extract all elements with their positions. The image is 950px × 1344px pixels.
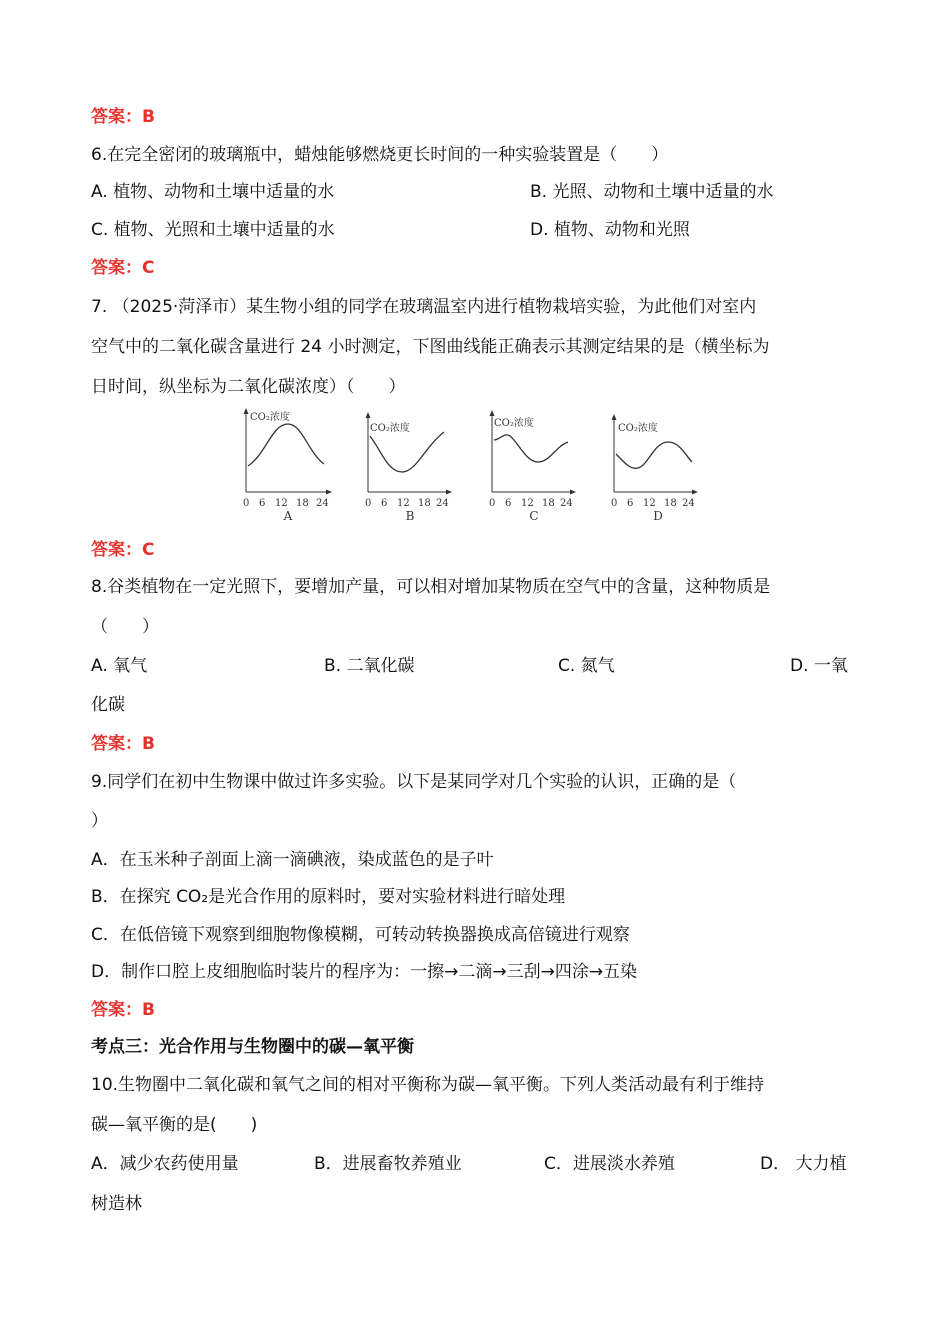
question-9-option-c: C．在低倍镜下观察到细胞物像模糊，可转动转换器换成高倍镜进行观察 <box>91 925 630 945</box>
svg-text:0: 0 <box>365 498 372 509</box>
graph-c-ylabel: CO₂浓度 <box>494 418 534 429</box>
answer-5: 答案：B <box>91 107 155 127</box>
question-6-option-c: C. 植物、光照和土壤中适量的水 <box>91 220 335 240</box>
answer-8: 答案：B <box>91 734 155 754</box>
question-10-line-2: 碳—氧平衡的是( ) <box>91 1115 258 1135</box>
question-10-option-b: B．进展畜牧养殖业 <box>314 1154 462 1174</box>
graph-c <box>489 410 576 523</box>
svg-text:0: 0 <box>243 498 250 509</box>
graph-d-label: D <box>653 509 663 523</box>
graph-b-label: B <box>405 509 415 523</box>
co2-graphs <box>236 404 706 522</box>
svg-text:24: 24 <box>682 498 695 509</box>
question-10-option-d: D． 大力植 <box>760 1154 847 1174</box>
graph-a <box>243 408 332 523</box>
question-9-option-d: D．制作口腔上皮细胞临时装片的程序为：一擦→二滴→三刮→四涂→五染 <box>91 962 638 982</box>
answer-7: 答案：C <box>91 540 155 560</box>
svg-text:24: 24 <box>436 498 449 509</box>
question-10-line-1: 10.生物圈中二氧化碳和氧气之间的相对平衡称为碳—氧平衡。下列人类活动最有利于维持 <box>91 1075 765 1095</box>
question-8-line-1: 8.谷类植物在一定光照下，要增加产量，可以相对增加某物质在空气中的含量，这种物质是 <box>91 577 771 597</box>
question-6-option-d: D. 植物、动物和光照 <box>530 220 690 240</box>
svg-text:12: 12 <box>275 498 288 509</box>
question-6-option-b: B. 光照、动物和土壤中适量的水 <box>530 182 774 202</box>
graph-d-ylabel: CO₂浓度 <box>618 423 658 434</box>
graph-c-label: C <box>529 509 539 523</box>
svg-text:12: 12 <box>397 498 410 509</box>
svg-text:12: 12 <box>643 498 656 509</box>
question-6-stem: 6.在完全密闭的玻璃瓶中，蜡烛能够燃烧更长时间的一种实验装置是（ ） <box>91 145 669 165</box>
question-8-option-b: B. 二氧化碳 <box>324 656 415 676</box>
question-9-line-2: ） <box>91 811 108 831</box>
svg-text:6: 6 <box>505 498 512 509</box>
svg-text:0: 0 <box>611 498 618 509</box>
graph-b <box>365 412 452 523</box>
svg-text:18: 18 <box>664 498 677 509</box>
question-7-line-1: 7. （2025·菏泽市）某生物小组的同学在玻璃温室内进行植物栽培实验，为此他们对室内 <box>91 297 757 317</box>
svg-text:24: 24 <box>560 498 573 509</box>
section-heading-3: 考点三：光合作用与生物圈中的碳—氧平衡 <box>91 1037 414 1057</box>
svg-text:6: 6 <box>259 498 266 509</box>
svg-text:18: 18 <box>542 498 555 509</box>
graph-b-ylabel: CO₂浓度 <box>370 423 410 434</box>
question-10-option-d-continued: 树造林 <box>91 1194 142 1214</box>
question-7-line-2: 空气中的二氧化碳含量进行 24 小时测定，下图曲线能正确表示其测定结果的是（横坐标为 <box>91 337 770 357</box>
graph-a-ylabel: CO₂浓度 <box>250 412 290 423</box>
question-9-option-b: B．在探究 CO₂是光合作用的原料时，要对实验材料进行暗处理 <box>91 887 566 907</box>
svg-text:18: 18 <box>418 498 431 509</box>
svg-text:6: 6 <box>381 498 388 509</box>
question-6-option-a: A. 植物、动物和土壤中适量的水 <box>91 182 335 202</box>
question-7-line-3: 日时间，纵坐标为二氧化碳浓度）（ ） <box>91 377 406 397</box>
svg-text:12: 12 <box>521 498 534 509</box>
answer-9: 答案：B <box>91 1000 155 1020</box>
question-8-line-2: （ ） <box>91 617 159 637</box>
question-8-option-c: C. 氮气 <box>558 656 615 676</box>
question-8-option-a: A. 氧气 <box>91 656 148 676</box>
svg-text:24: 24 <box>316 498 329 509</box>
question-8-option-d-continued: 化碳 <box>91 695 125 715</box>
question-10-option-c: C．进展淡水养殖 <box>544 1154 675 1174</box>
graph-a-label: A <box>283 509 293 523</box>
svg-text:0: 0 <box>489 498 496 509</box>
answer-6: 答案：C <box>91 258 155 278</box>
question-10-option-a: A．减少农药使用量 <box>91 1154 239 1174</box>
svg-text:18: 18 <box>296 498 309 509</box>
graph-d <box>611 414 698 523</box>
question-9-line-1: 9.同学们在初中生物课中做过许多实验。以下是某同学对几个实验的认识，正确的是（ <box>91 772 737 792</box>
question-8-option-d: D. 一氧 <box>790 656 848 676</box>
question-9-option-a: A．在玉米种子剖面上滴一滴碘液，染成蓝色的是子叶 <box>91 850 494 870</box>
svg-text:6: 6 <box>627 498 634 509</box>
